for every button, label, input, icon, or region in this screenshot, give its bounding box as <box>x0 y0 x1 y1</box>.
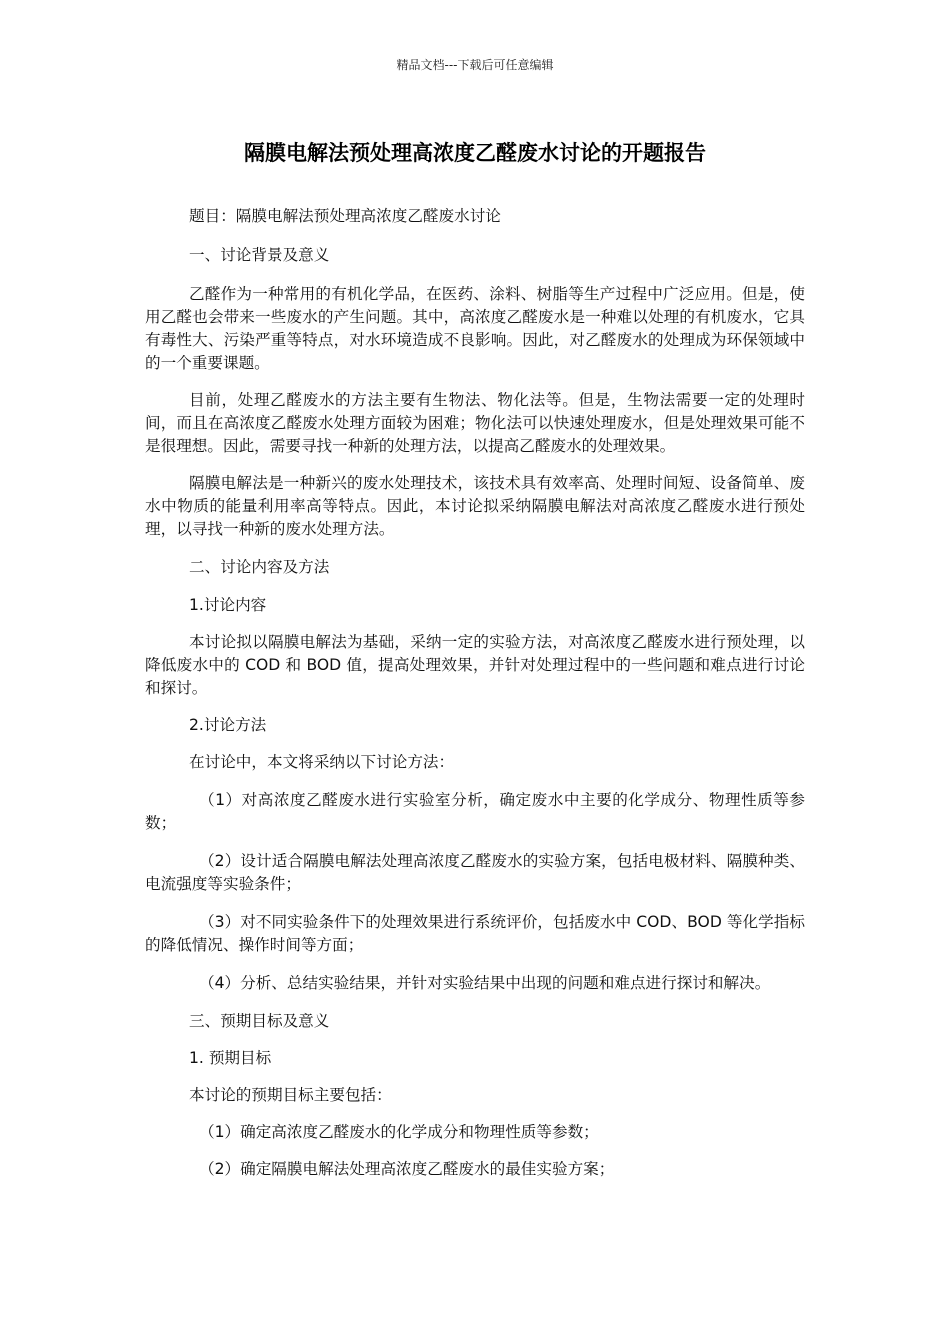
method-item-3: （3）对不同实验条件下的处理效果进行系统评价，包括废水中 COD、BOD 等化学指标的降低情况、操作时间等方面； <box>145 913 805 954</box>
subheading-method: 2.讨论方法 <box>189 716 267 734</box>
paragraph-method-intro: 在讨论中，本文将采纳以下讨论方法： <box>189 753 455 771</box>
topic-line: 题目：隔膜电解法预处理高浓度乙醛废水讨论 <box>189 207 501 225</box>
paragraph-goals-intro: 本讨论的预期目标主要包括： <box>189 1086 392 1104</box>
paragraph-background-1: 乙醛作为一种常用的有机化学品，在医药、涂料、树脂等生产过程中广泛应用。但是，使用乙醛也会带来一些废水的产生问题。其中，高浓度乙醛废水是一种难以处理的有机废水，它具有毒性大、污染严重等特点，对水环境造成不良影响。因此，对乙醛废水的处理成为环保领域中的一个重要课题。 <box>145 285 805 372</box>
method-item-4: （4）分析、总结实验结果，并针对实验结果中出现的问题和难点进行探讨和解决。 <box>199 974 771 992</box>
section-heading-background: 一、讨论背景及意义 <box>189 246 330 264</box>
header-note: 精品文档---下载后可任意编辑 <box>396 58 554 72</box>
paragraph-background-3: 隔膜电解法是一种新兴的废水处理技术，该技术具有效率高、处理时间短、设备简单、废水中物质的能量利用率高等特点。因此，本讨论拟采纳隔膜电解法对高浓度乙醛废水进行预处理，以寻找一种新的废水处理方法。 <box>145 474 805 538</box>
method-item-2: （2）设计适合隔膜电解法处理高浓度乙醛废水的实验方案，包括电极材料、隔膜种类、电流强度等实验条件； <box>145 852 805 893</box>
document-title: 隔膜电解法预处理高浓度乙醛废水讨论的开题报告 <box>244 141 706 165</box>
paragraph-background-2: 目前，处理乙醛废水的方法主要有生物法、物化法等。但是，生物法需要一定的处理时间，而且在高浓度乙醛废水处理方面较为困难；物化法可以快速处理废水，但是处理效果可能不是很理想。因此，需要寻找一种新的处理方法，以提高乙醛废水的处理效果。 <box>145 391 805 455</box>
subheading-goals: 1. 预期目标 <box>189 1049 272 1067</box>
document-body <box>145 205 805 1181</box>
section-heading-content-method: 二、讨论内容及方法 <box>189 558 330 576</box>
goal-item-2: （2）确定隔膜电解法处理高浓度乙醛废水的最佳实验方案； <box>199 1160 615 1178</box>
subheading-content: 1.讨论内容 <box>189 596 267 614</box>
goal-item-1: （1）确定高浓度乙醛废水的化学成分和物理性质等参数； <box>199 1123 599 1141</box>
section-heading-goals: 三、预期目标及意义 <box>189 1012 330 1030</box>
paragraph-content: 本讨论拟以隔膜电解法为基础，采纳一定的实验方法，对高浓度乙醛废水进行预处理，以降低废水中的 COD 和 BOD 值，提高处理效果，并针对处理过程中的一些问题和难点进行讨论和探讨。 <box>145 633 805 697</box>
method-item-1: （1）对高浓度乙醛废水进行实验室分析，确定废水中主要的化学成分、物理性质等参数； <box>145 791 805 832</box>
